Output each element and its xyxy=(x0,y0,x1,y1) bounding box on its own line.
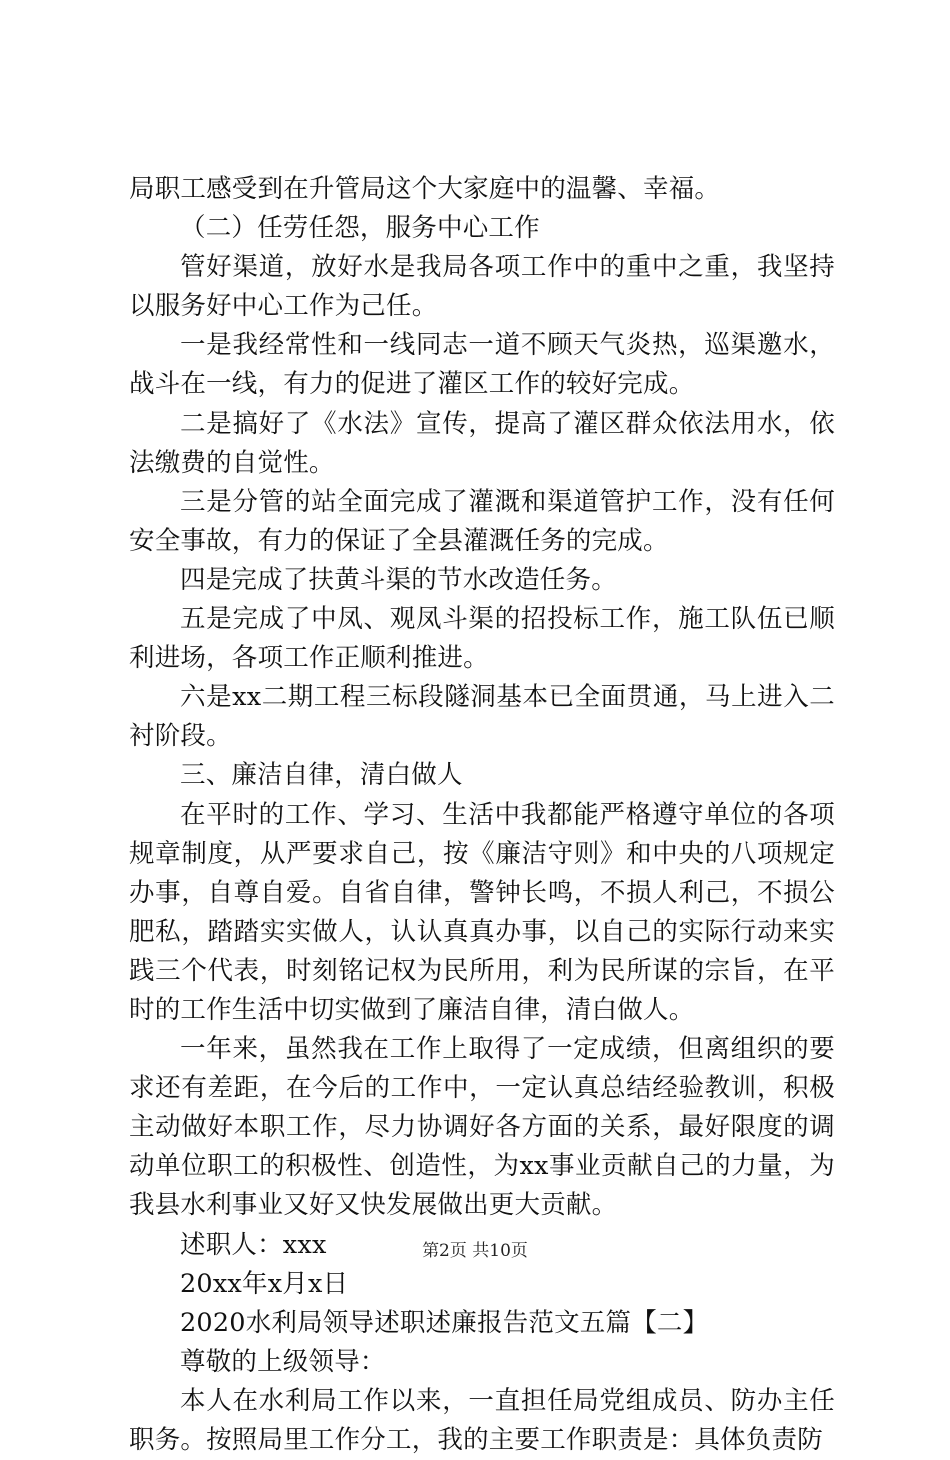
paragraph: 一是我经常性和一线同志一道不顾天气炎热，巡渠邀水，战斗在一线，有力的促进了灌区工作的较好完成。 xyxy=(129,330,835,400)
paragraph: 三、廉洁自律，清白做人 xyxy=(180,760,463,791)
paragraph: 三是分管的站全面完成了灌溉和渠道管护工作，没有任何安全事故，有力的保证了全县灌溉任务的完成。 xyxy=(129,486,835,556)
document-body xyxy=(129,170,835,1460)
paragraph: 在平时的工作、学习、生活中我都能严格遵守单位的各项规章制度，从严要求自己，按《廉洁守则》和中央的八项规定办事，自尊自爱。自省自律，警钟长鸣，不损人利己，不损公肥私，踏踏实实做人，认认真真办事，以自己的实际行动来实践三个代表，时刻铭记权为民所用，利为民所谋的宗旨，在平时的工作生活中切实做到了廉洁自律，清白做人。 xyxy=(129,799,835,1025)
paragraph: 五是完成了中凤、观凤斗渠的招投标工作，施工队伍已顺利进场，各项工作正顺利推进。 xyxy=(129,604,835,674)
paragraph: 20xx年x月x日 xyxy=(180,1268,349,1299)
paragraph: 本人在水利局工作以来，一直担任局党组成员、防办主任职务。按照局里工作分工，我的主要工作职责是：具体负责防 xyxy=(129,1385,835,1455)
paragraph: 管好渠道，放好水是我局各项工作中的重中之重，我坚持以服务好中心工作为己任。 xyxy=(129,252,835,322)
paragraph: 四是完成了扶黄斗渠的节水改造任务。 xyxy=(180,564,617,595)
paragraph: （二）任劳任怨，服务中心工作 xyxy=(180,213,540,244)
paragraph: 述职人：xxx xyxy=(180,1229,327,1260)
page-footer: 第2页 共10页 xyxy=(422,1241,528,1261)
paragraph: 2020水利局领导述职述廉报告范文五篇【二】 xyxy=(180,1307,709,1338)
paragraph: 二是搞好了《水法》宣传，提高了灌区群众依法用水，依法缴费的自觉性。 xyxy=(129,408,835,478)
paragraph: 一年来，虽然我在工作上取得了一定成绩，但离组织的要求还有差距，在今后的工作中，一定认真总结经验教训，积极主动做好本职工作，尽力协调好各方面的关系，最好限度的调动单位职工的积极性、创造性，为xx事业贡献自己的力量，为我县水利事业又好又快发展做出更大贡献。 xyxy=(129,1034,835,1221)
paragraph: 局职工感受到在升管局这个大家庭中的温馨、幸福。 xyxy=(129,174,721,204)
paragraph: 六是xx二期工程三标段隧洞基本已全面贯通，马上进入二衬阶段。 xyxy=(129,682,835,752)
paragraph: 尊敬的上级领导： xyxy=(180,1346,386,1377)
